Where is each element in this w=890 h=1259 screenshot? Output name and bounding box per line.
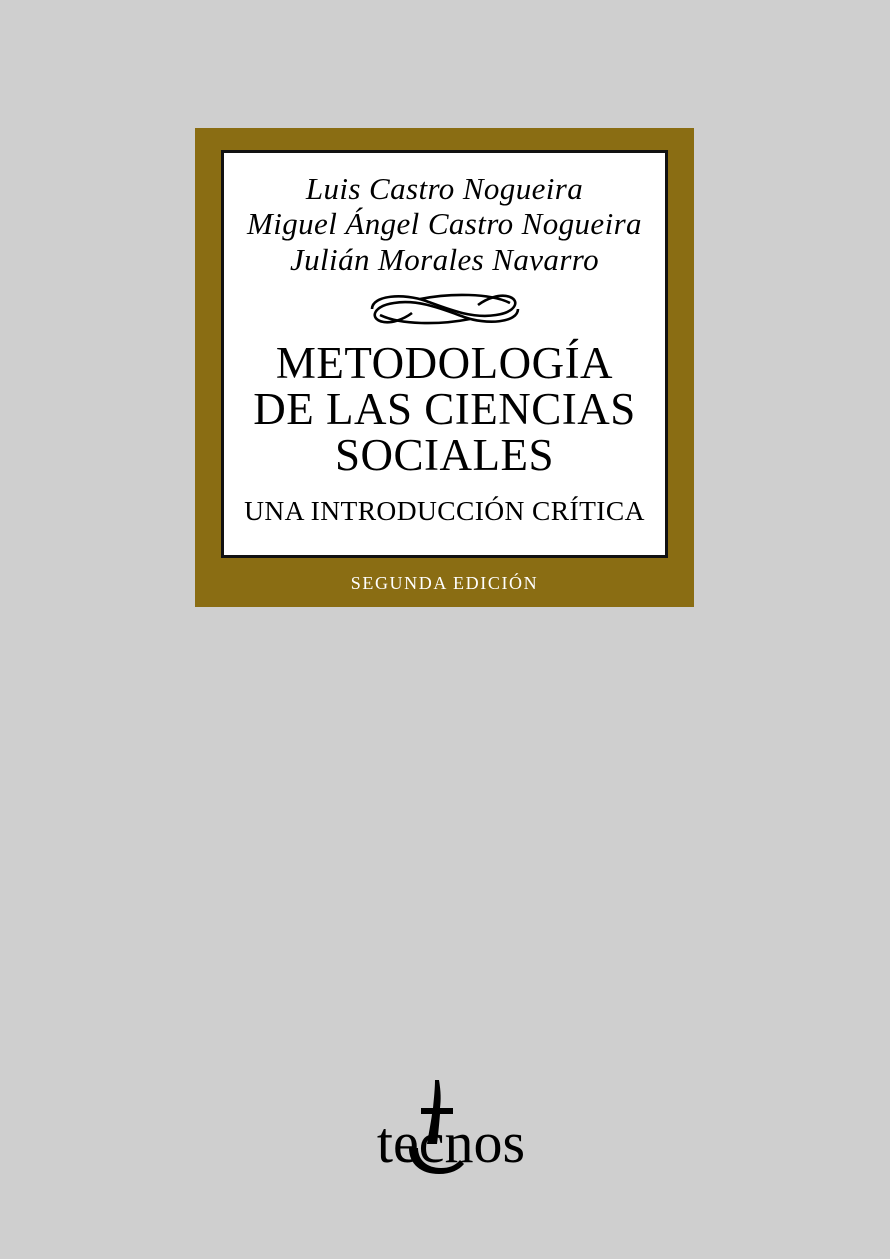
- author-name: Miguel Ángel Castro Nogueira: [247, 206, 642, 242]
- author-name: Luis Castro Nogueira: [305, 171, 584, 206]
- title-line: METODOLOGÍA: [275, 337, 614, 388]
- book-subtitle: UNA INTRODUCCIÓN CRÍTICA: [244, 494, 645, 526]
- title-line: SOCIALES: [334, 429, 555, 480]
- book-title: [238, 337, 651, 480]
- publisher-name: tecnos: [376, 1110, 525, 1175]
- flourish-ornament: [360, 285, 530, 333]
- author-list: [238, 171, 651, 277]
- cover-inner-panel: [221, 150, 668, 558]
- book-cover-frame: [195, 128, 694, 607]
- title-line: DE LAS CIENCIAS: [253, 383, 636, 434]
- tecnos-logo: [0, 1078, 890, 1188]
- author-name: Julián Morales Navarro: [289, 241, 600, 277]
- edition-label: SEGUNDA EDICIÓN: [350, 573, 539, 593]
